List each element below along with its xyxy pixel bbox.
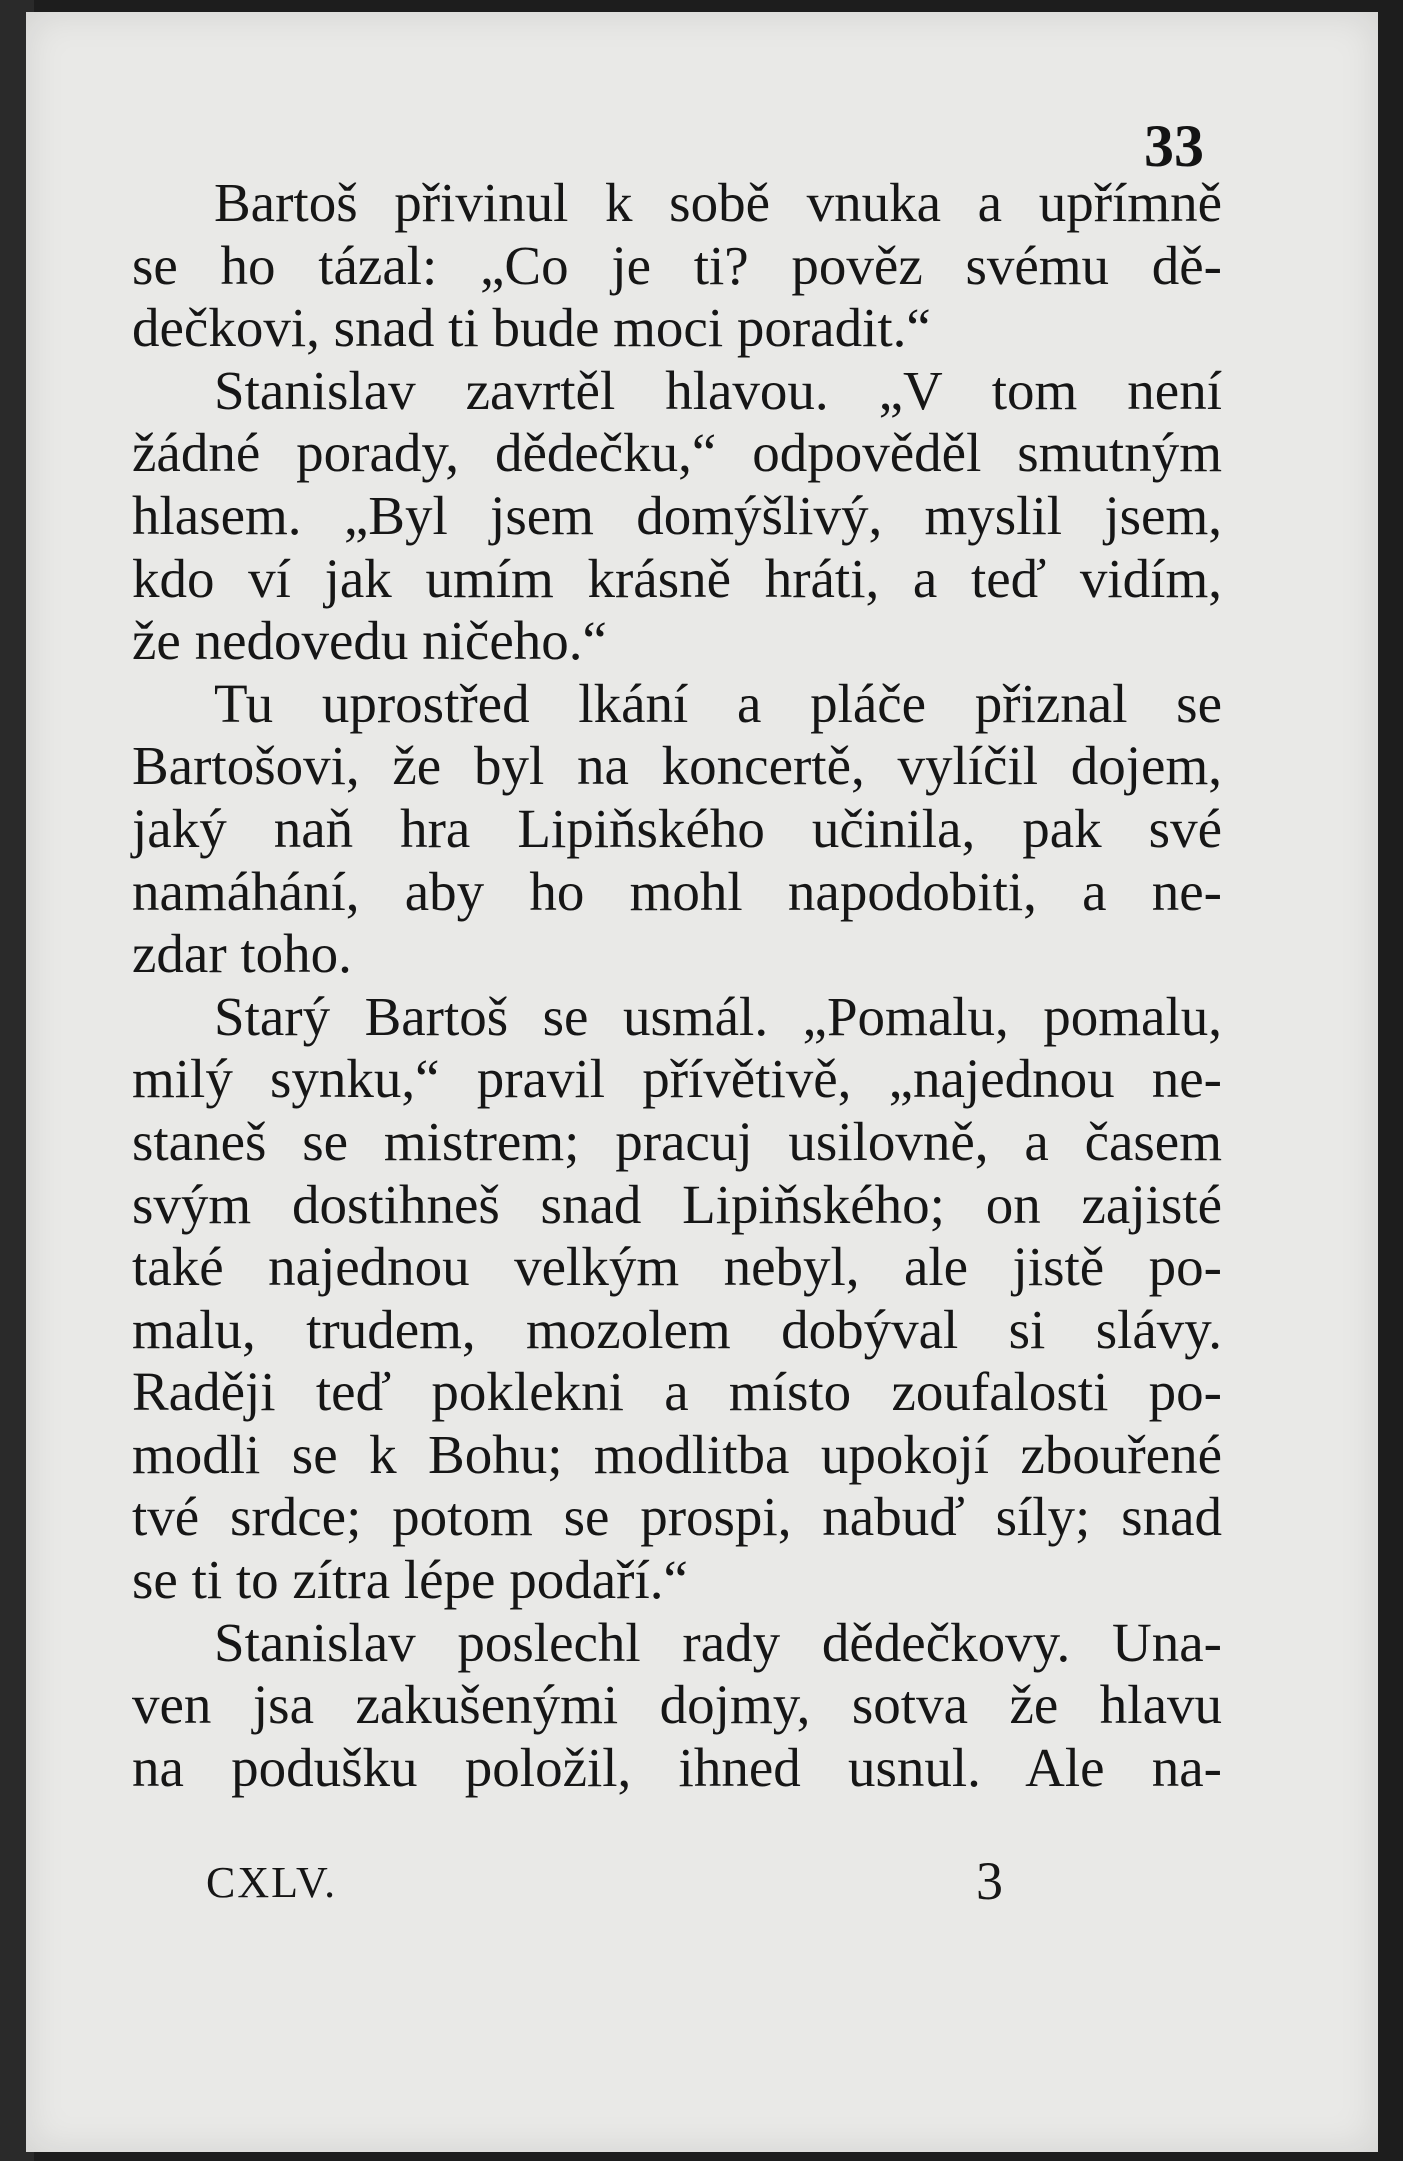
text-line: malu, trudem, mozolem dobýval si slávy.	[132, 1298, 1222, 1360]
text-line: kdo ví jak umím krásně hráti, a teď vidím,	[132, 547, 1222, 609]
text-line: žádné porady, dědečku,“ odpověděl smutným	[132, 422, 1222, 484]
text-line: staneš se mistrem; pracuj usilovně, a časem	[132, 1110, 1222, 1172]
book-page	[26, 12, 1378, 2152]
text-line: že nedovedu ničeho.“	[132, 610, 607, 672]
printer-signature: CXLV.	[206, 1858, 338, 1907]
text-line: se ti to zítra lépe podaří.“	[132, 1549, 688, 1611]
text-line: Starý Bartoš se usmál. „Pomalu, pomalu,	[214, 985, 1222, 1047]
text-line: se ho tázal: „Co je ti? pověz svému dě-	[132, 234, 1222, 296]
text-line: milý synku,“ pravil přívětivě, „najednou ne-	[132, 1048, 1222, 1110]
text-line: dečkovi, snad ti bude moci poradit.“	[132, 297, 931, 359]
page-number: 33	[1144, 113, 1204, 179]
text-line: také najednou velkým nebyl, ale jistě po-	[132, 1236, 1222, 1298]
sheet-number: 3	[976, 1851, 1003, 1911]
text-line: zdar toho.	[132, 923, 352, 985]
text-line: ven jsa zakušenými dojmy, sotva že hlavu	[132, 1674, 1222, 1736]
body-text	[132, 172, 1222, 1799]
text-line: Stanislav zavrtěl hlavou. „V tom není	[214, 359, 1222, 421]
text-line: modli se k Bohu; modlitba upokojí zbouřené	[132, 1423, 1222, 1485]
text-line: Bartošovi, že byl na koncertě, vylíčil dojem,	[132, 735, 1222, 797]
text-line: Stanislav poslechl rady dědečkovy. Una-	[214, 1611, 1222, 1673]
text-line: svým dostihneš snad Lipiňského; on zajisté	[132, 1173, 1222, 1235]
text-line: Raději teď poklekni a místo zoufalosti po-	[132, 1361, 1222, 1423]
text-line: Tu uprostřed lkání a pláče přiznal se	[214, 672, 1222, 734]
text-line: namáhání, aby ho mohl napodobiti, a ne-	[132, 860, 1222, 922]
text-line: hlasem. „Byl jsem domýšlivý, myslil jsem,	[132, 484, 1222, 546]
text-line: tvé srdce; potom se prospi, nabuď síly; snad	[132, 1486, 1222, 1548]
text-line: jaký naň hra Lipiňského učinila, pak své	[132, 797, 1222, 859]
text-line: Bartoš přivinul k sobě vnuka a upřímně	[214, 172, 1222, 233]
text-line: na podušku položil, ihned usnul. Ale na-	[132, 1736, 1222, 1798]
